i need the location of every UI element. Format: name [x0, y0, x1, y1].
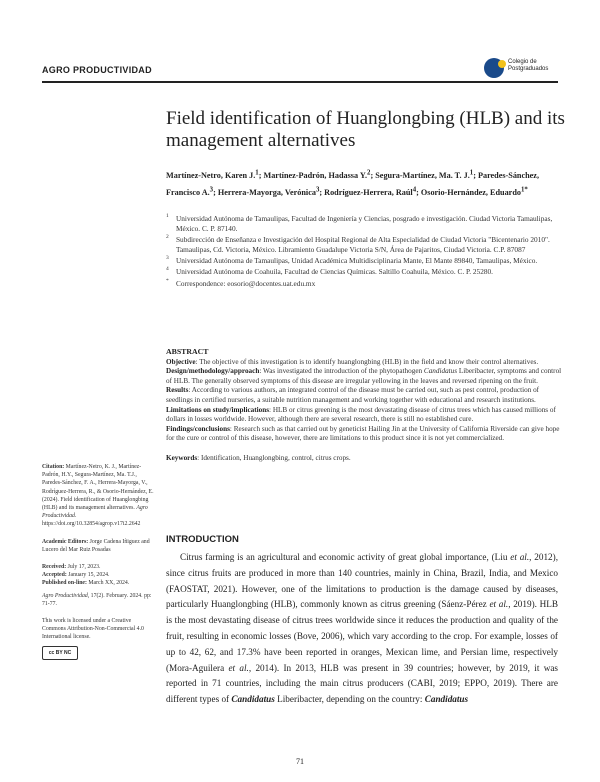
abstract-results: Results: According to various authors, an integrated control of the disease must be carried out, such as pest control, production of seedlings in certified nurseries, a suitable nutrition management and working together with educational and research institutions.: [166, 386, 540, 404]
license-text: This work is licensed under a Creative Commons Attribution-Non-Commercial 4.0 International license.: [42, 618, 144, 641]
author: Martínez-Netro, Karen J.$^1$;: [166, 169, 264, 180]
academic-editors: Academic Editors: Jorge Cadena Iñiguez and Lucero del Mar Ruiz Posadas: [42, 538, 150, 553]
abstract-objective: Objective: The objective of this investigation is to identify huanglongbing (HLB) in the field and know their control alternatives.: [166, 357, 539, 366]
introduction-heading: INTRODUCTION: [166, 534, 239, 545]
author: Martínez-Padrón, Hadassa Y.$^2$;: [263, 169, 376, 180]
logo-icon: [484, 58, 504, 78]
author-list: [166, 165, 566, 200]
logo-text: Colegio de Postgraduados: [508, 59, 549, 72]
affiliation: 1 Universidad Autónoma de Tamaulipas, Facultad de Ingeniería y Ciencias, posgrado e investigación. Ciudad Victoria Tamaulipas, México. C. P. 87140.: [166, 213, 553, 233]
sidebar-info: [42, 463, 154, 660]
abstract-design: Design/methodology/approach: Was investigated the introduction of the phytopathogen Candidatus Liberibacter, symptoms and control of HLB. The generally observed symptoms of this disease are irregular yellowing in the leaves and reversed ripening on the fruit.: [166, 367, 562, 385]
introduction-text: Citrus farming is an agricultural and economic activity of great global importance, (Liu et al., 2012), since citrus fruits are produced in more than 140 countries, mainly in China, Brazil, India, and Mexico (FAOSTAT, 2021). However, one of the limitations to production is the damage caused by diseases, particularly Huanglongbing (HLB), commonly known as citrus greening (Sáenz-Pérez et al., 2019). HLB is the most devastating disease of citrus trees worldwide since it reduces the production and quality of the fruit, resulting in economic losses (Bove, 2006), which vary according to the crop. For example, losses of up to 42, 62, and 17.3% have been reported in oranges, Mexican lime, and Persian lime, respectively (Mora-Aguilera et al., 2014). In 2013, HLB was present in 39 countries; however, by 2019, it was reported in 71 countries, including the main citrus producers (CABI, 2019; EPPO, 2019). There are different types of Candidatus Liberibacter, depending on the country: Candidatus: [166, 552, 559, 705]
header-rule: [42, 81, 558, 83]
author: Segura-Martínez, Ma. T. J.$^1$;: [375, 169, 478, 180]
abstract: [166, 347, 566, 464]
affiliations: [166, 214, 566, 290]
affiliation: 3 Universidad Autónoma de Tamaulipas, Unidad Académica Multidisciplinaria Mante, El Mante 89840, Tamaulipas, México.: [166, 255, 538, 266]
abstract-keywords: Keywords: Identification, Huanglongbing, control, citrus crops.: [166, 453, 351, 462]
journal-label: AGRO PRODUCTIVIDAD: [42, 65, 152, 75]
citation: Citation: Martínez-Netro, K. J., Martínez-Padrón, H.Y., Segura-Martínez, Ma. T.J., Paredes-Sánchez, F. A., Herrera-Mayorga, V., Rodríguez-Herrera, R., & Osorio-Hernández, E. (2024). Field identification of Huanglongbing (HLB) and its management alternatives. Agro Productividad. https://doi.org/10.32854/agrop.v17i2.2642: [42, 464, 154, 528]
dates: Received: July 17, 2023. Accepted: January 15, 2024. Published on-line: March XX, 2024.: [42, 564, 130, 587]
correspondence: * Correspondence: eosorio@docentes.uat.edu.mx: [166, 277, 316, 288]
cc-license-icon: cc BY NC: [42, 646, 78, 660]
colegio-logo: [484, 58, 564, 82]
affiliation: 2 Subdirección de Enseñanza e Investigación del Hospital Regional de Alta Especialidad de Ciudad Victoria "Bicentenario 2010". Tamaulipas, Cd. Victoria, México. Libramiento Guadalupe Victoria S/N, Área de Pajaritos, Ciudad Victoria. C.P. 87087: [166, 234, 550, 254]
abstract-heading: ABSTRACT: [166, 347, 209, 356]
author: Herrera-Mayorga, Verónica$^3$;: [217, 186, 325, 198]
abstract-findings: Findings/conclusions: Research such as that carried out by geneticist Hailing Jin at the University of California Riverside can give hope for the cure or control of this disease, however, there are limitations to this product since it is not yet commercialized.: [166, 424, 560, 443]
journal-info: Agro Productividad, 17(2). February. 2024. pp: 71-77.: [42, 592, 152, 607]
author: Rodríguez-Herrera, Raúl$^4$;: [324, 186, 421, 198]
page-number: 71: [296, 757, 304, 766]
author: Osorio-Hernández, Eduardo$^{1*}$: [420, 186, 528, 198]
paper-title: Field identification of Huanglongbing (HLB) and its management alternatives: [166, 108, 565, 151]
abstract-limitations: Limitations on study/implications: HLB or citrus greening is the most devastating disease of citrus trees which has caused millions of dollars in losses worldwide. However, although there are several research, there is still no established cure.: [166, 405, 556, 424]
author: Paredes-Sánchez, Francisco A.$^3$;: [166, 170, 539, 198]
affiliation: 4 Universidad Autónoma de Coahuila, Facultad de Ciencias Químicas. Saltillo Coahuila, México. C. P. 25280.: [166, 266, 493, 277]
